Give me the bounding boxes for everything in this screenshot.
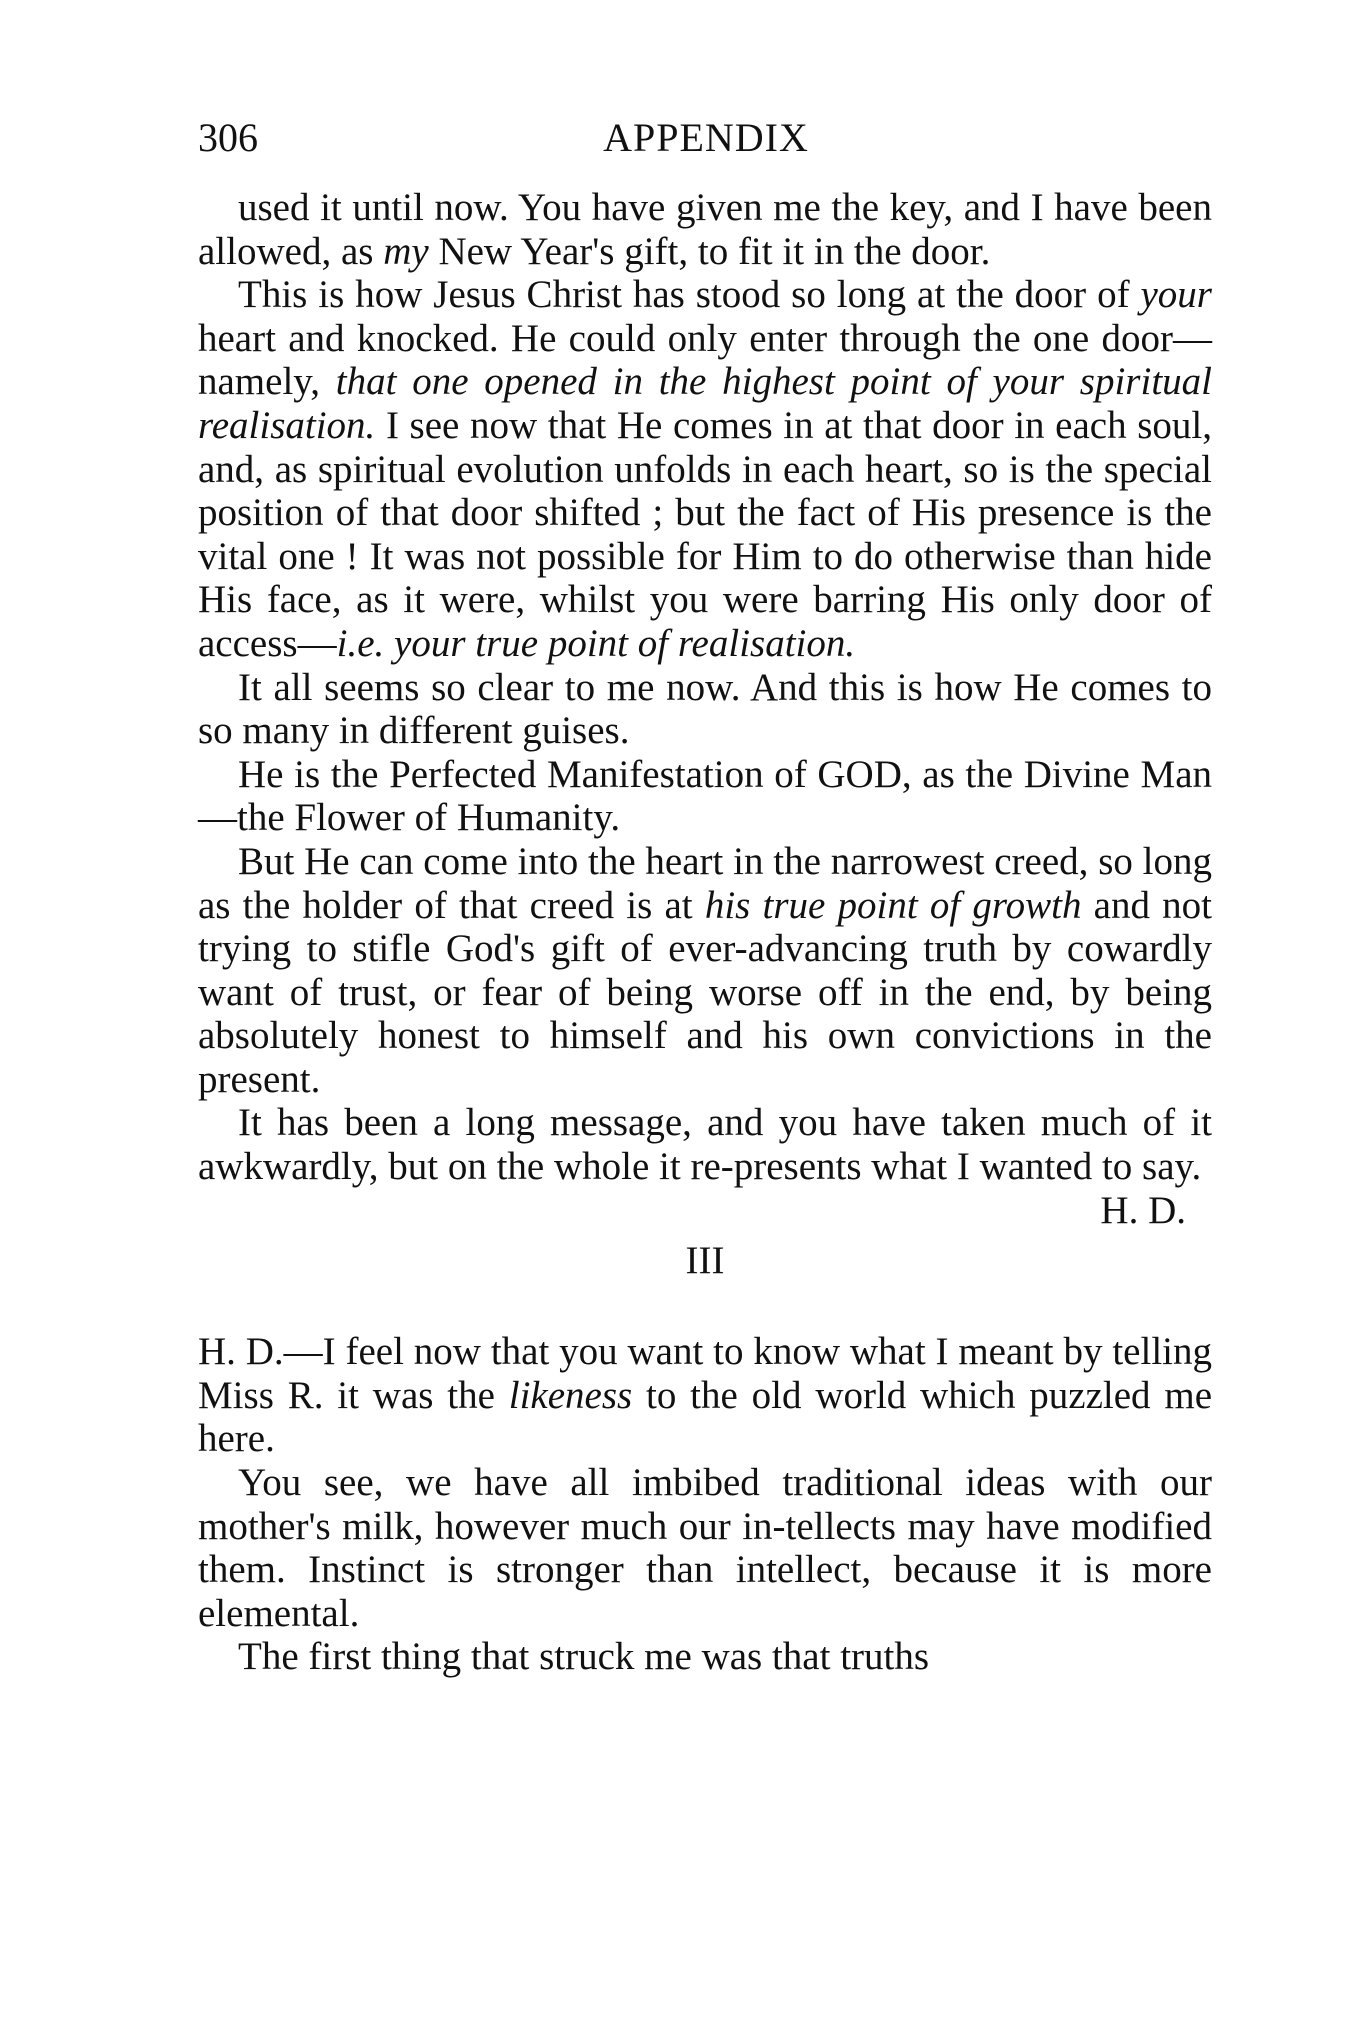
text-segment: New Year's gift, to fit it in the door. xyxy=(428,229,991,273)
text-segment: But He can come into the heart in the narrowest creed, so long as the holder of that creed is at xyxy=(198,839,1212,927)
text-segment: He is the Perfected Manifestation of GOD, as the Divine Man—the Flower of Humanity. xyxy=(198,752,1212,840)
paragraph xyxy=(198,1461,1212,1635)
text-segment: to the old world which puzzled me here. xyxy=(198,1373,1212,1461)
body-text xyxy=(198,186,1212,1679)
paragraph xyxy=(198,1101,1212,1232)
italic-text-segment: your xyxy=(1140,273,1212,317)
text-segment: H. D.—I feel now that you want to know what I meant by telling Miss R. it was the xyxy=(198,1330,1212,1417)
paragraph xyxy=(198,666,1212,753)
paragraph-group-main xyxy=(198,186,1213,1232)
italic-text-segment: that one opened in the highest point of your spiritual realisation. xyxy=(198,360,1212,447)
italic-text-segment: my xyxy=(383,229,429,273)
italic-text-segment: likeness xyxy=(508,1373,633,1417)
signoff-initials: H. D. xyxy=(1100,1188,1186,1232)
paragraph xyxy=(198,840,1212,1102)
paragraph-group-section-iii xyxy=(198,1330,1212,1679)
page-number: 306 xyxy=(198,115,258,160)
section-heading: III xyxy=(685,1238,725,1282)
paragraph xyxy=(198,186,1212,273)
paragraph xyxy=(198,273,1212,665)
text-segment: and not trying to stifle God's gift of ever-advancing truth by cowardly want of trust, or fear of being worse off in the end, by being absolutely honest to himself and his own convictions in the present. xyxy=(198,883,1213,1101)
text-segment: You see, we have all imbibed traditional ideas with our mother's milk, however much our in-tellects may have modified them. Instinct is stronger than intellect, because it is more elemental. xyxy=(198,1461,1212,1635)
paragraph xyxy=(198,1635,1212,1679)
text-segment: I see now that He comes in at that door in each soul, and, as spiritual evolution unfolds in each heart, so is the special position of that door shifted ; but the fact of His presence is the vital one ! It was not possible for Him to do otherwise than hide His face, as it were, whilst you were barring His only door of access— xyxy=(198,403,1212,665)
text-segment: used it until now. You have given me the key, and I have been allowed, as xyxy=(198,186,1212,273)
paragraph xyxy=(198,1330,1212,1461)
text-segment: It has been a long message, and you have taken much of it awkwardly, but on the whole it re-presents what I wanted to say. xyxy=(198,1101,1212,1189)
text-segment: The first thing that struck me was that truths xyxy=(238,1635,930,1679)
text-segment: heart and knocked. He could only enter through the one door—namely, xyxy=(198,316,1212,404)
italic-text-segment: his true point of growth xyxy=(704,883,1082,927)
italic-text-segment: i.e. your true point of realisation. xyxy=(336,621,856,665)
running-head: APPENDIX xyxy=(603,115,809,160)
text-segment: This is how Jesus Christ has stood so long at the door of xyxy=(238,273,1141,317)
text-segment: It all seems so clear to me now. And this is how He comes to so many in different guises. xyxy=(198,665,1212,753)
page-header xyxy=(198,112,1214,164)
paragraph xyxy=(198,753,1212,840)
